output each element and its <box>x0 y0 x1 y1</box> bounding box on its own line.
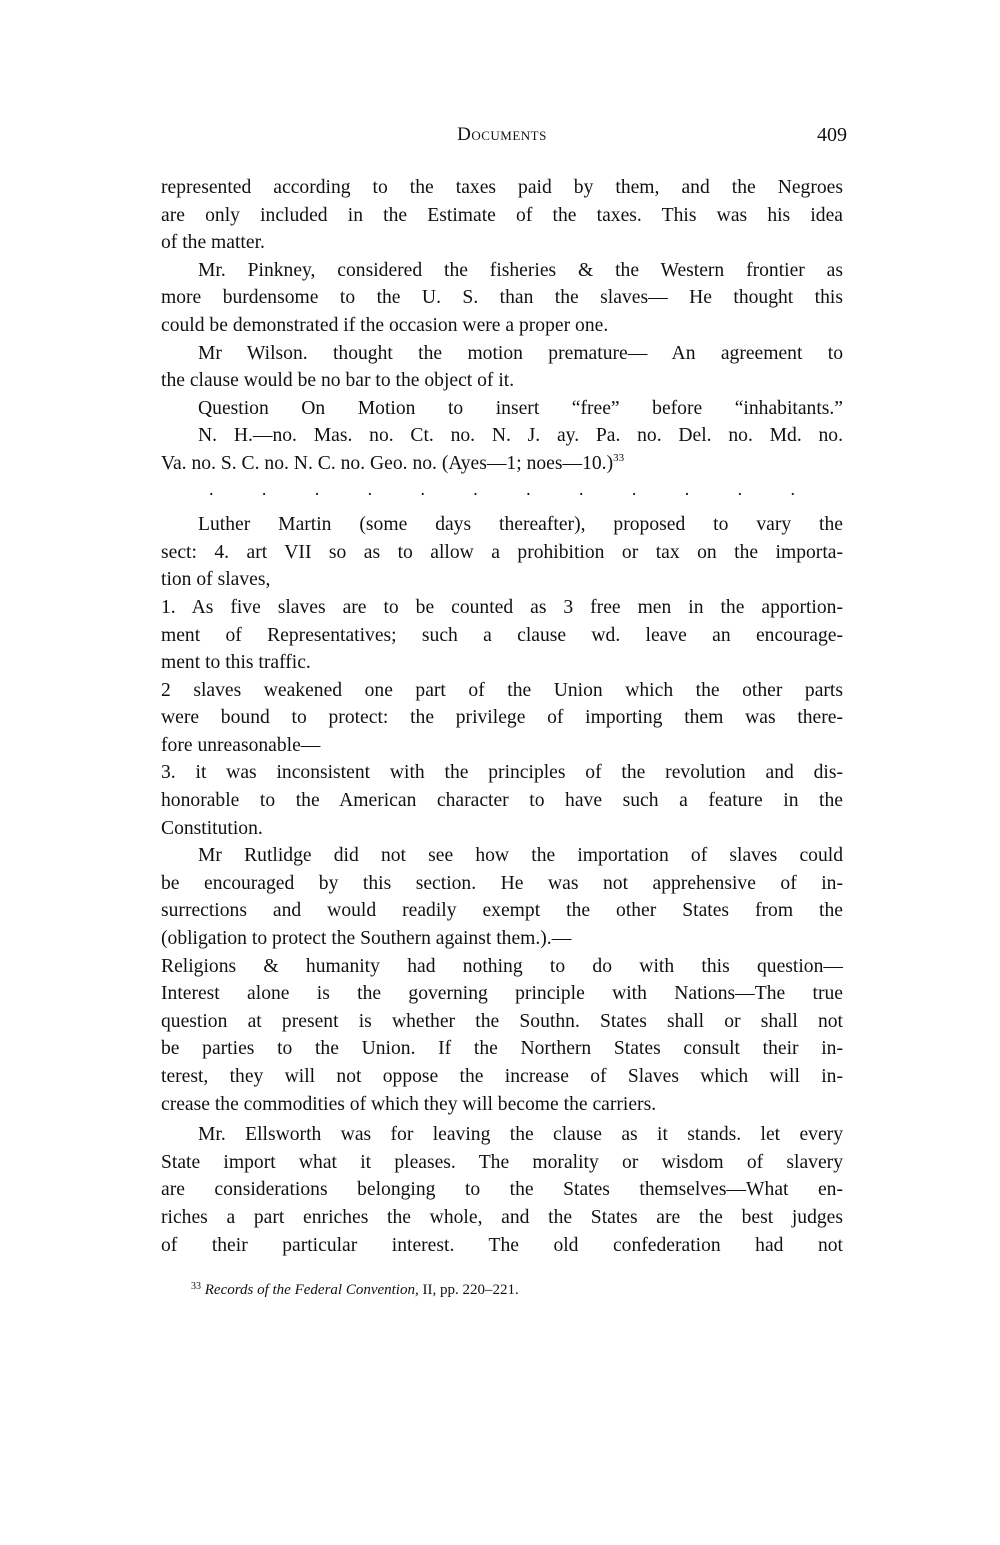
text-line: surrections and would readily exempt the other States from the <box>161 900 843 922</box>
text-line: Interest alone is the governing principle with Nations—The true <box>161 983 843 1005</box>
text-line: 2 slaves weakened one part of the Union which the other parts <box>161 679 843 701</box>
text-line: 3. it was inconsistent with the principles of the revolution and dis- <box>161 762 843 784</box>
text-line-with-footnote <box>161 450 843 478</box>
text-line: question at present is whether the Southn. States shall or shall not <box>161 1010 843 1032</box>
body-text <box>161 174 843 1259</box>
text-line: be parties to the Union. If the Northern States consult their in- <box>161 1038 843 1060</box>
page-header <box>161 124 847 154</box>
running-head: Documents <box>457 124 547 145</box>
text-line: of their particular interest. The old confederation had not <box>161 1234 843 1256</box>
ellipsis-dot: . <box>579 478 584 499</box>
text-line: N. H.—no. Mas. no. Ct. no. N. J. ay. Pa. no. Del. no. Md. no. <box>198 425 843 447</box>
text-line: could be demonstrated if the occasion were a proper one. <box>161 314 609 336</box>
text-line: Luther Martin (some days thereafter), proposed to vary the <box>198 514 843 536</box>
spacer <box>161 503 843 511</box>
text-line: Question On Motion to insert “free” before “inhabitants.” <box>198 397 843 419</box>
text-line: State import what it pleases. The morality or wisdom of slavery <box>161 1151 843 1173</box>
ellipsis-dot: . <box>367 478 373 499</box>
text-line: Mr. Pinkney, considered the fisheries & the Western frontier as <box>198 259 843 281</box>
text-line: Mr Rutlidge did not see how the importation of slaves could <box>198 845 843 867</box>
text-line: crease the commodities of which they will become the carriers. <box>161 1093 657 1115</box>
text-line: were bound to protect: the privilege of importing them was there- <box>161 707 843 729</box>
ellipsis-dot: . <box>526 478 531 499</box>
text-line: riches a part enriches the whole, and the States are the best judges <box>161 1206 843 1228</box>
text-line: Mr Wilson. thought the motion premature— An agreement to <box>198 342 843 364</box>
ellipsis-separator <box>161 476 843 504</box>
text-line: the clause would be no bar to the object of it. <box>161 370 515 392</box>
ellipsis-dot: . <box>684 478 690 499</box>
text-line: more burdensome to the U. S. than the slaves— He thought this <box>161 287 843 309</box>
text-line: Mr. Ellsworth was for leaving the clause as it stands. let every <box>198 1124 843 1146</box>
text-line: Constitution. <box>161 817 263 839</box>
text-line: represented according to the taxes paid by them, and the Negroes <box>161 177 843 198</box>
page-number: 409 <box>817 124 847 146</box>
ellipsis-dot: . <box>737 478 743 499</box>
ellipsis-dot: . <box>209 478 214 499</box>
ellipsis-dot: . <box>420 478 425 499</box>
text-line: ment to this traffic. <box>161 652 311 674</box>
text-line: honorable to the American character to have such a feature in the <box>161 790 843 812</box>
text-line: ment of Representatives; such a clause wd. leave an encourage- <box>161 624 843 646</box>
footnote <box>191 1282 519 1299</box>
text-line: sect: 4. art VII so as to allow a prohibition or tax on the importa- <box>161 541 843 563</box>
text-line: terest, they will not oppose the increase of Slaves which will in- <box>161 1066 843 1087</box>
ellipsis-dot: . <box>473 478 478 499</box>
footnote-reference[interactable]: 33 <box>613 451 625 464</box>
text-line: are only included in the Estimate of the taxes. This was his idea <box>161 204 843 226</box>
text-line: 1. As five slaves are to be counted as 3 free men in the apportion- <box>161 596 843 618</box>
ellipsis-dot: . <box>790 478 795 499</box>
text-line: fore unreasonable— <box>161 734 321 756</box>
text-line: be encouraged by this section. He was not apprehensive of in- <box>161 872 843 894</box>
text-line: are considerations belonging to the States themselves—What en- <box>161 1179 843 1201</box>
text-line: Religions & humanity had nothing to do with this question— <box>161 955 843 977</box>
text-line: tion of slaves, <box>161 569 271 591</box>
ellipsis-dot: . <box>261 478 267 499</box>
ellipsis-dot: . <box>631 478 637 499</box>
text-line: Va. no. S. C. no. N. C. no. Geo. no. (Ayes—1; noes—10.) <box>161 452 614 474</box>
text-line: (obligation to protect the Southern against them.).— <box>161 928 572 950</box>
footnote-number: 33 <box>191 1281 201 1292</box>
footnote-source-title: Records of the Federal Convention, <box>204 1282 419 1298</box>
footnote-citation: II, pp. 220–221. <box>418 1282 519 1298</box>
text-line: of the matter. <box>161 232 265 254</box>
ellipsis-dot: . <box>314 478 320 499</box>
